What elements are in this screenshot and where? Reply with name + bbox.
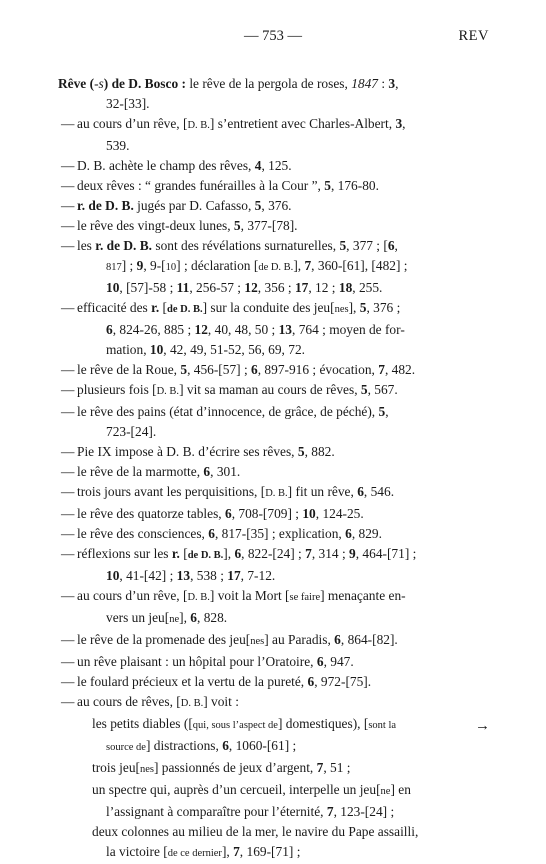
entry-line: le rêve de la Roue, 5, 456-[57] ; 6, 897-916 ; évocation, 7, 482. xyxy=(77,362,416,377)
entry-dash: — xyxy=(61,300,75,315)
entry-dash: — xyxy=(61,506,75,521)
entry-dash: — xyxy=(61,178,75,193)
entry-line: Rêve (-s) de D. Bosco : le rêve de la pergola de roses, 1847 : 3, xyxy=(58,76,399,91)
entry-line: 539. xyxy=(106,138,130,153)
index-entry xyxy=(0,74,546,114)
index-entry xyxy=(0,714,546,758)
entry-line: efficacité des r. [de D. B.] sur la conduite des jeu[nes], 5, 376 ; xyxy=(77,300,401,315)
entry-line: le rêve des pains (état d’innocence, de grâce, de péché), 5, xyxy=(77,404,389,419)
entry-dash: — xyxy=(61,198,75,213)
entry-line: deux rêves : “ grandes funérailles à la Cour ”, 5, 176-80. xyxy=(77,178,379,193)
index-entry xyxy=(0,176,546,196)
entry-line: un spectre qui, auprès d’un cercueil, interpelle un jeu[ne] en xyxy=(92,782,411,797)
index-entry xyxy=(0,672,546,692)
index-entry xyxy=(0,156,546,176)
entry-line: au cours d’un rêve, [D. B.] voit la Mort [se faire] menaçante en- xyxy=(77,588,406,603)
entry-line: trois jeu[nes] passionnés de jeux d’argent, 7, 51 ; xyxy=(92,760,351,775)
index-entry xyxy=(0,544,546,586)
entry-dash: — xyxy=(61,238,75,253)
entry-line: r. de D. B. jugés par D. Cafasso, 5, 376. xyxy=(77,198,292,213)
entry-dash: — xyxy=(61,382,75,397)
entry-line: le rêve de la promenade des jeu[nes] au Paradis, 6, 864-[82]. xyxy=(77,632,398,647)
entry-line: au cours d’un rêve, [D. B.] s’entretient avec Charles-Albert, 3, xyxy=(77,116,406,131)
entry-dash: — xyxy=(61,674,75,689)
index-entry xyxy=(0,652,546,672)
entry-line: un rêve plaisant : un hôpital pour l’Oratoire, 6, 947. xyxy=(77,654,354,669)
entry-dash: — xyxy=(61,654,75,669)
entry-dash: — xyxy=(61,464,75,479)
entry-dash: — xyxy=(61,444,75,459)
entry-line: source de] distractions, 6, 1060-[61] ; xyxy=(106,738,297,753)
entry-line: la victoire [de ce dernier], 7, 169-[71] ; xyxy=(106,844,301,859)
entry-dash: — xyxy=(61,116,75,131)
index-entry xyxy=(0,692,546,714)
entry-dash: — xyxy=(61,588,75,603)
entry-line: l’assignant à comparaître pour l’éternité, 7, 123-[24] ; xyxy=(106,804,395,819)
entry-line: trois jours avant les perquisitions, [D. B.] fit un rêve, 6, 546. xyxy=(77,484,395,499)
index-entry xyxy=(0,504,546,524)
index-entry xyxy=(0,298,546,360)
index-entry xyxy=(0,758,546,780)
index-entry xyxy=(0,402,546,442)
entry-line: vers un jeu[ne], 6, 828. xyxy=(106,610,228,625)
index-entry xyxy=(0,380,546,402)
entry-line: le rêve des consciences, 6, 817-[35] ; explication, 6, 829. xyxy=(77,526,382,541)
entry-line: les petits diables ([qui, sous l’aspect de] domestiques), [sont la xyxy=(92,716,397,731)
index-entry xyxy=(0,630,546,652)
entry-line: D. B. achète le champ des rêves, 4, 125. xyxy=(77,158,292,173)
index-entry xyxy=(0,196,546,216)
entry-dash: — xyxy=(61,632,75,647)
entry-line: 817] ; 9, 9-[10] ; déclaration [de D. B.], 7, 360-[61], [482] ; xyxy=(106,258,408,273)
index-entry xyxy=(0,360,546,380)
entry-line: le foulard précieux et la vertu de la pureté, 6, 972-[75]. xyxy=(77,674,372,689)
entry-dash: — xyxy=(61,362,75,377)
entry-dash: — xyxy=(61,546,75,561)
index-entry xyxy=(0,524,546,544)
entry-dash: — xyxy=(61,526,75,541)
index-entry xyxy=(0,822,546,864)
index-entry xyxy=(0,482,546,504)
index-entries xyxy=(0,74,546,864)
entry-line: deux colonnes au milieu de la mer, le navire du Pape assailli, xyxy=(92,824,419,839)
entry-line: 10, 41-[42] ; 13, 538 ; 17, 7-12. xyxy=(106,568,276,583)
entry-line: plusieurs fois [D. B.] vit sa maman au cours de rêves, 5, 567. xyxy=(77,382,398,397)
index-entry xyxy=(0,442,546,462)
index-entry xyxy=(0,462,546,482)
entry-dash: — xyxy=(61,694,75,709)
running-head: REV xyxy=(458,28,489,44)
index-entry xyxy=(0,586,546,630)
entry-line: 6, 824-26, 885 ; 12, 40, 48, 50 ; 13, 764 ; moyen de for- xyxy=(106,322,405,337)
entry-dash: — xyxy=(61,404,75,419)
entry-dash: — xyxy=(61,158,75,173)
entry-line: le rêve des quatorze tables, 6, 708-[709] ; 10, 124-25. xyxy=(77,506,364,521)
entry-line: le rêve de la marmotte, 6, 301. xyxy=(77,464,241,479)
index-entry xyxy=(0,114,546,156)
entry-line: au cours de rêves, [D. B.] voit : xyxy=(77,694,239,709)
page-number: — 753 — xyxy=(244,28,302,44)
index-entry xyxy=(0,780,546,822)
entry-line: réflexions sur les r. [de D. B.], 6, 822-[24] ; 7, 314 ; 9, 464-[71] ; xyxy=(77,546,417,561)
entry-line: 32-[33]. xyxy=(106,96,150,111)
continuation-arrow-icon: → xyxy=(475,718,490,734)
entry-line: mation, 10, 42, 49, 51-52, 56, 69, 72. xyxy=(106,342,305,357)
entry-dash: — xyxy=(61,218,75,233)
entry-line: les r. de D. B. sont des révélations surnaturelles, 5, 377 ; [6, xyxy=(77,238,398,253)
page-header xyxy=(0,28,546,48)
index-entry xyxy=(0,216,546,236)
entry-line: 723-[24]. xyxy=(106,424,157,439)
entry-line: 10, [57]-58 ; 11, 256-57 ; 12, 356 ; 17, 12 ; 18, 255. xyxy=(106,280,383,295)
entry-dash: — xyxy=(61,484,75,499)
entry-line: le rêve des vingt-deux lunes, 5, 377-[78]. xyxy=(77,218,298,233)
entry-line: Pie IX impose à D. B. d’écrire ses rêves, 5, 882. xyxy=(77,444,335,459)
index-entry xyxy=(0,236,546,298)
